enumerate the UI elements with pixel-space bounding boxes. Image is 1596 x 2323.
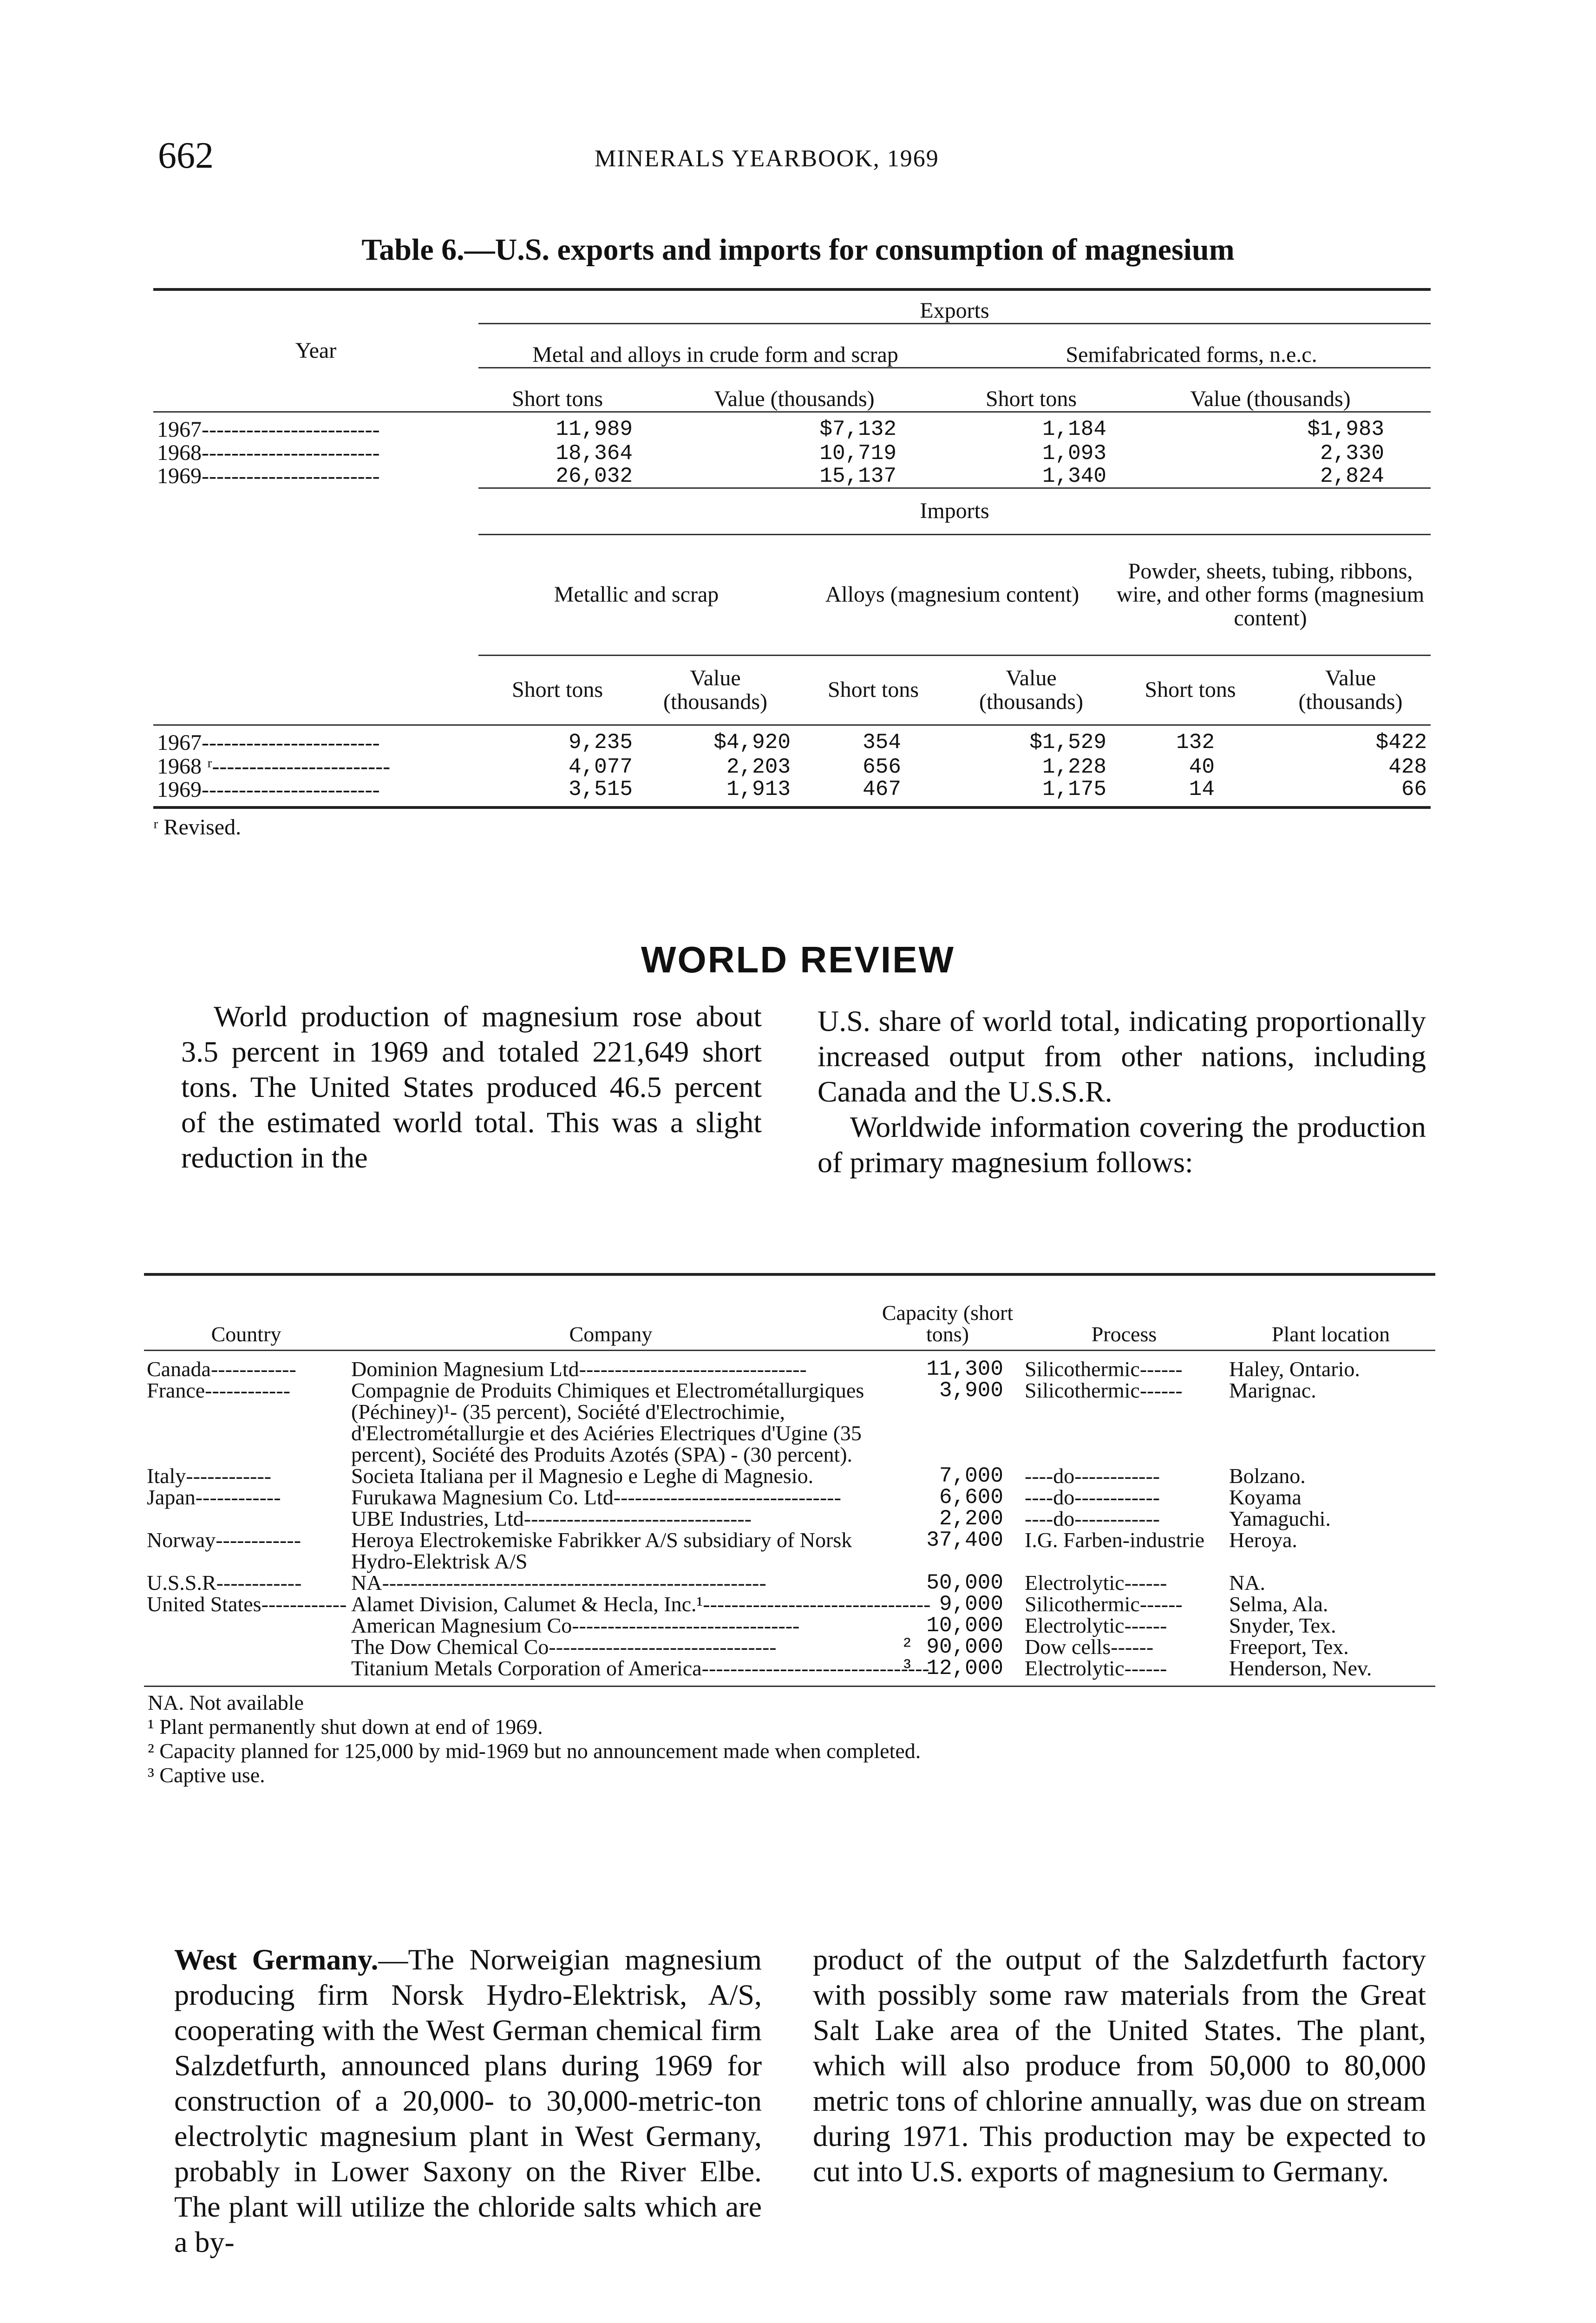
value-cell: 15,137: [819, 464, 896, 488]
capacity-cell: 11,300: [873, 1350, 1022, 1380]
value-cell: 354: [794, 725, 952, 755]
year-cell: 1969: [157, 777, 202, 802]
value-cell: 656: [863, 755, 901, 779]
company-cell: American Magnesium Co: [351, 1613, 572, 1637]
value-cell: 26,032: [556, 464, 633, 488]
table-notes: [144, 1691, 1435, 1787]
value-cell: 9,235: [478, 725, 636, 755]
value-cell: 11,989: [478, 412, 636, 441]
table-6: [153, 288, 1431, 840]
value-cell: 18,364: [556, 441, 633, 466]
paragraph: Worldwide information covering the production of primary magnesium follows:: [818, 1110, 1426, 1179]
company-cell: UBE Industries, Ltd: [351, 1506, 524, 1530]
country-cell: United States: [147, 1592, 262, 1616]
production-plants-table: [144, 1273, 1435, 1787]
location-cell: Haley, Ontario.: [1226, 1350, 1435, 1380]
location-cell: Snyder, Tex.: [1229, 1613, 1336, 1637]
table-row: Norway------------ Heroya Electrokemiske Fabrikker A/S subsidiary of Norsk Hydro-Elektrisk A/S 37,400 I.G. Farben-industrie Heroya.: [144, 1529, 1435, 1572]
table-row: Italy------------ Societa Italiana per il Magnesio e Leghe di Magnesio. 7,000 ----do------------ Bolzano.: [144, 1465, 1435, 1487]
west-germany-left-column: [174, 1942, 762, 2260]
company-cell: Heroya Electrokemiske Fabrikker A/S subsidiary of Norsk Hydro-Elektrisk A/S: [351, 1528, 852, 1573]
value-cell: 428: [1388, 755, 1427, 779]
value-cell: 14: [1189, 777, 1215, 801]
process-cell: Electrolytic: [1025, 1570, 1125, 1595]
value-cell: 1,184: [952, 412, 1110, 441]
import-group-1: Metallic and scrap: [478, 535, 794, 656]
import-subhead: Short tons: [478, 656, 636, 725]
company-cell: Societa Italiana per il Magnesio e Leghe di Magnesio.: [351, 1463, 814, 1488]
table-row: United States------------ Alamet Division, Calumet & Hecla, Inc.¹-------------------------------- 9,000 Silicothermic------ Selma, Ala.: [144, 1594, 1435, 1615]
note: ³ Captive use.: [148, 1763, 265, 1787]
running-title: MINERALS YEARBOOK, 1969: [595, 145, 939, 172]
capacity-cell: 2,200: [939, 1506, 1003, 1531]
section-heading: WORLD REVIEW: [641, 939, 955, 980]
import-group-3: Powder, sheets, tubing, ribbons, wire, and other forms (magnesium content): [1110, 535, 1431, 656]
location-cell: Freeport, Tex.: [1229, 1634, 1349, 1659]
column-header: Plant location: [1271, 1322, 1390, 1346]
capacity-cell: 37,400: [926, 1528, 1003, 1552]
company-cell: Compagnie de Produits Chimiques et Electrométallurgiques (Péchiney)¹- (35 percent), Société d'Electrochimie, d'Electrométallurgie et des Aciéries Electriques d'Ugine (35 percent), Société des Produits Azotés (SPA) - (30 percent).: [351, 1378, 864, 1466]
value-cell: $1,529: [952, 725, 1110, 755]
process-cell: do: [1053, 1485, 1075, 1509]
column-header: Capacity (short tons): [882, 1300, 1014, 1346]
paragraph: U.S. share of world total, indicating proportionally increased output from other nations, including Canada and the U.S.S.R.: [818, 1004, 1426, 1108]
process-cell: Silicothermic: [1025, 1592, 1140, 1616]
capacity-cell: 10,000: [926, 1613, 1003, 1638]
paragraph: [174, 1942, 762, 2260]
value-cell: $1,983: [1110, 412, 1431, 441]
capacity-cell: ³ 12,000: [901, 1656, 1003, 1680]
company-cell: The Dow Chemical Co: [351, 1634, 549, 1659]
export-group-2: Semifabricated forms, n.e.c.: [952, 323, 1431, 367]
page-number: 662: [158, 135, 214, 176]
value-cell: 10,719: [819, 441, 896, 466]
country-cell: Norway: [147, 1528, 216, 1552]
process-cell: Silicothermic: [1025, 1378, 1140, 1402]
location-cell: Henderson, Nev.: [1229, 1656, 1372, 1680]
value-cell: 132: [1110, 725, 1270, 755]
company-cell: Furukawa Magnesium Co. Ltd: [351, 1485, 614, 1509]
country-cell: Japan: [147, 1485, 196, 1509]
process-cell: do: [1053, 1506, 1075, 1530]
value-cell: 1,175: [1042, 777, 1106, 801]
location-cell: Selma, Ala.: [1229, 1592, 1328, 1616]
capacity-cell: 7,000: [939, 1463, 1003, 1488]
paragraph: product of the output of the Salzdetfurth factory with possibly some raw materials from the Great Salt Lake area of the United States. The plant, which will also produce from 50,000 to 80,000 metric tons of chlorine annually, was due on stream during 1971. This production may be expected to cut into U.S. exports of magnesium to Germany.: [813, 1943, 1426, 2188]
import-subhead: Short tons: [794, 656, 952, 725]
year-header: Year: [295, 338, 337, 363]
column-header: Company: [569, 1322, 653, 1346]
note: ¹ Plant permanently shut down at end of 1969.: [148, 1714, 543, 1739]
note: NA. Not available: [148, 1690, 304, 1714]
value-cell: 1,913: [726, 777, 791, 801]
process-cell: I.G. Farben-industrie: [1025, 1528, 1205, 1552]
table-row: 1968 ʳ------------------------ 4,077 2,203 656 1,228 40 428: [153, 755, 1431, 778]
paragraph: World production of magnesium rose about 3.5 percent in 1969 and totaled 221,649 short tons. The United States produced 46.5 percent of the estimated world total. This was a slight reduction in the: [181, 1000, 762, 1174]
west-germany-right-column: [813, 1942, 1426, 2189]
import-subhead: Value (thousands): [1270, 656, 1431, 725]
world-review-right-column: [818, 1004, 1426, 1180]
column-header: Process: [1091, 1322, 1157, 1346]
table-row: 1968------------------------ 18,364 10,719 1,093 2,330: [153, 441, 1431, 465]
note: ² Capacity planned for 125,000 by mid-1969 but no announcement made when completed.: [148, 1739, 921, 1763]
year-cell: 1968: [157, 440, 202, 465]
year-cell: 1968 ʳ: [157, 754, 212, 779]
company-cell: Dominion Magnesium Ltd: [351, 1357, 579, 1381]
value-cell: 66: [1401, 777, 1427, 801]
location-cell: NA.: [1229, 1570, 1265, 1595]
company-cell: NA: [351, 1570, 382, 1595]
export-subhead: Short tons: [478, 367, 636, 412]
import-group-2: Alloys (magnesium content): [794, 535, 1110, 656]
process-cell: Silicothermic: [1025, 1357, 1140, 1381]
table-row: The Dow Chemical Co-------------------------------- ² 90,000 Dow cells------ Freeport, Tex.: [144, 1636, 1435, 1658]
table-row: 1967------------------------ 11,989 $7,132 1,184 $1,983: [153, 412, 1431, 441]
value-cell: 1,228: [1042, 755, 1106, 779]
table-title: Table 6.—U.S. exports and imports for consumption of magnesium: [361, 233, 1235, 267]
export-group-1: Metal and alloys in crude form and scrap: [478, 323, 952, 367]
table-row: U.S.S.R------------ NA------------------------------------------------------ 50,000 Electrolytic------ NA.: [144, 1572, 1435, 1594]
year-cell: 1967: [157, 730, 202, 755]
column-header: Country: [211, 1322, 281, 1346]
year-cell: 1967: [157, 417, 202, 442]
value-cell: 1,093: [1042, 441, 1106, 466]
value-cell: 2,330: [1320, 441, 1385, 466]
company-cell: Titanium Metals Corporation of America: [351, 1656, 702, 1680]
value-cell: 2,824: [1320, 464, 1385, 488]
table-row: 1969------------------------ 3,515 1,913 467 1,175 14 66: [153, 778, 1431, 806]
table-row: 1967------------------------ 9,235 $4,920 354 $1,529 132 $422: [153, 725, 1431, 755]
table-row: UBE Industries, Ltd-------------------------------- 2,200 ----do------------ Yamaguchi.: [144, 1508, 1435, 1529]
country-cell: Canada: [147, 1357, 211, 1381]
year-cell: 1969: [157, 464, 202, 489]
table-footnote: ʳ Revised.: [153, 814, 242, 840]
process-cell: Electrolytic: [1025, 1656, 1125, 1680]
country-cell: U.S.S.R: [147, 1570, 216, 1595]
paragraph-text: —The Norweigian magnesium producing firm Norsk Hydro-Elektrisk, A/S, cooperating with the West German chemical firm Salzdetfurth, announced plans during 1969 for construction of a 20,000- to 30,000-metric-ton electrolytic magnesium plant in West Germany, probably in Lower Saxony on the River Elbe. The plant will utilize the chloride salts which are a by-: [174, 1943, 762, 2258]
process-cell: Dow cells: [1025, 1634, 1111, 1659]
table-row: Japan------------ Furukawa Magnesium Co. Ltd-------------------------------- 6,600 ----do------------ Koyama: [144, 1487, 1435, 1508]
value-cell: 467: [863, 777, 901, 801]
export-subhead: Short tons: [952, 367, 1110, 412]
paragraph-lead: West Germany.: [174, 1943, 379, 1976]
location-cell: Bolzano.: [1229, 1463, 1306, 1488]
location-cell: Marignac.: [1229, 1378, 1316, 1402]
country-cell: France: [147, 1378, 205, 1402]
value-cell: 40: [1189, 755, 1215, 779]
process-cell: Electrolytic: [1025, 1613, 1125, 1637]
value-cell: 2,203: [726, 755, 791, 779]
location-cell: Yamaguchi.: [1229, 1506, 1331, 1530]
table-row: France------------ Compagnie de Produits Chimiques et Electrométallurgiques (Péchiney)¹- (35 percent), Société d'Electrochimie, d'Electrométallurgie et des Aciéries Electriques d'Ugine (35 percent), Société des Produits Azotés (SPA) - (30 percent). 3,900 Silicothermic------ Marignac.: [144, 1380, 1435, 1465]
value-cell: $7,132: [636, 412, 952, 441]
capacity-cell: 50,000: [926, 1570, 1003, 1595]
capacity-cell: 9,000: [939, 1592, 1003, 1616]
exports-header: Exports: [920, 298, 989, 323]
imports-header: Imports: [478, 488, 1431, 535]
export-subhead: Value (thousands): [636, 367, 952, 412]
value-cell: 4,077: [568, 755, 633, 779]
location-cell: Koyama: [1229, 1485, 1302, 1509]
process-cell: do: [1053, 1463, 1075, 1488]
import-subhead: Short tons: [1110, 656, 1270, 725]
table-row: American Magnesium Co-------------------------------- 10,000 Electrolytic------ Snyder, Tex.: [144, 1615, 1435, 1636]
capacity-cell: 6,600: [939, 1485, 1003, 1509]
table-row: Titanium Metals Corporation of America-------------------------------- ³ 12,000 Electrolytic------ Henderson, Nev.: [144, 1658, 1435, 1686]
capacity-cell: 3,900: [939, 1378, 1003, 1403]
import-subhead: Value (thousands): [952, 656, 1110, 725]
world-review-left-column: [181, 999, 762, 1175]
export-subhead: Value (thousands): [1110, 367, 1431, 412]
value-cell: 1,340: [1042, 464, 1106, 488]
table-row: 1969------------------------ 26,032 15,137 1,340 2,824: [153, 465, 1431, 488]
table-row: Canada------------ Dominion Magnesium Ltd-------------------------------- 11,300 Silicothermic------ Haley, Ontario.: [144, 1350, 1435, 1380]
import-subhead: Value (thousands): [636, 656, 794, 725]
location-cell: Heroya.: [1229, 1528, 1297, 1552]
value-cell: 3,515: [568, 777, 633, 801]
country-cell: Italy: [147, 1463, 186, 1488]
value-cell: $422: [1270, 725, 1431, 755]
capacity-cell: ² 90,000: [901, 1634, 1003, 1659]
value-cell: $4,920: [636, 725, 794, 755]
company-cell: Alamet Division, Calumet & Hecla, Inc.¹: [351, 1592, 703, 1616]
